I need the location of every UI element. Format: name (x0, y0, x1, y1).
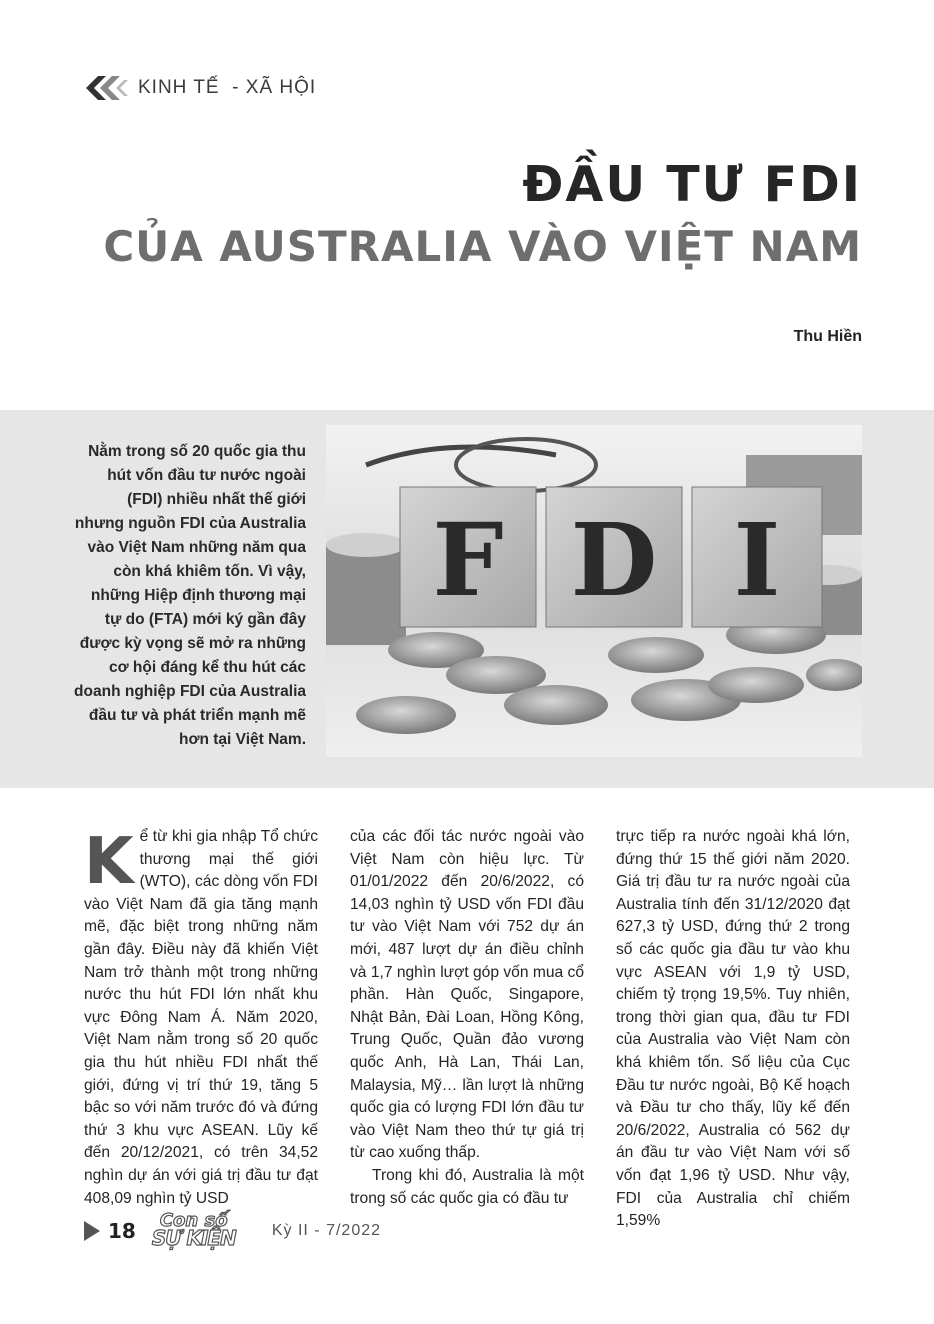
logo-line1: Con số (159, 1210, 228, 1231)
issue-label: Kỳ II - 7/2022 (271, 1222, 382, 1239)
magazine-logo (151, 1210, 264, 1250)
body-paragraph: ể từ khi gia nhập Tổ chức thương mại thế giới (WTO), các dòng vốn FDI vào Việt Nam đã gia tăng mạnh mẽ, đặc biệt trong những năm gần đây. Điều này đã khiến Việt Nam trở thành một trong những nước thu hút FDI lớn nhất khu vực Đông Nam Á. Năm 2020, Việt Nam nằm trong số 20 quốc gia thu hút nhiều FDI nhất thế giới, đứng vị trí thứ 19, tăng 5 bậc so với năm trước đó và đứng thứ 3 khu vực ASEAN. Lũy kế đến 20/12/2021, có trên 34,52 nghìn dự án với giá trị đầu tư đạt 408,09 nghìn tỷ USD (84, 828, 318, 1207)
double-chevron-left-icon (84, 74, 128, 102)
author-name: Thu Hiền (793, 328, 862, 345)
body-column-3 (616, 826, 850, 1233)
body-paragraph: của các đối tác nước ngoài vào Việt Nam còn hiệu lực. Từ 01/01/2022 đến 20/6/2022, có 14,03 nghìn tỷ USD vốn FDI đầu tư vào Việt Nam với 752 dự án mới, 487 lượt dự án điều chỉnh và 1,7 nghìn lượt góp vốn mua cổ phần. Hàn Quốc, Singapore, Nhật Bản, Đài Loan, Hồng Kông, Trung Quốc, Quần đảo vương quốc Anh, Hà Lan, Thái Lan, Malaysia, Mỹ… lần lượt là những quốc gia có lượng FDI lớn đầu tư vào Việt Nam theo thứ tự giá trị từ cao xuống thấp. (350, 828, 584, 1162)
block-letter: F (432, 501, 504, 619)
block-letter: I (733, 501, 781, 619)
body-paragraph: trực tiếp ra nước ngoài khá lớn, đứng thứ 15 thế giới năm 2020. Giá trị đầu tư ra nước ngoài của Australia tính đến 31/12/2020 đạt 627,3 tỷ USD, đứng thứ 2 trong số các quốc gia đầu tư vào khu vực ASEAN với 1,9 tỷ USD, chiếm tỷ trọng 19,5%. Tuy nhiên, trong thời gian qua, đầu tư FDI của Australia vào Việt Nam còn khá khiêm tốn. Số liệu của Cục Đầu tư nước ngoài, Bộ Kế hoạch và Đầu tư cho thấy, lũy kế đến 20/6/2022, Australia có 562 dự án đầu tư vào Việt Nam với số vốn đạt 1,96 tỷ USD. Như vậy, FDI của Australia chỉ chiếm 1,59% (616, 828, 850, 1230)
logo-line2: SỰ KIỆN (151, 1226, 236, 1250)
block-i (692, 487, 822, 627)
section-header (84, 74, 316, 102)
page-number: 18 (108, 1219, 136, 1243)
body-column-1 (84, 826, 318, 1210)
block-f (400, 487, 536, 627)
block-d (546, 487, 682, 627)
drop-cap: K (84, 825, 134, 899)
body-paragraph: Trong khi đó, Australia là một trong số các quốc gia có đầu tư (350, 1166, 584, 1207)
page-footer (84, 1210, 382, 1250)
lead-paragraph: Nằm trong số 20 quốc gia thu hút vốn đầu tư nước ngoài (FDI) nhiều nhất thế giới nhưng nguồn FDI của Australia vào Việt Nam những năm qua còn khá khiêm tốn. Vì vậy, những Hiệp định thương mại tự do (FTA) mới ký gần đây được kỳ vọng sẽ mở ra những cơ hội đáng kể thu hút các doanh nghiệp FDI của Australia đầu tư và phát triển mạnh mẽ hơn tại Việt Nam. (74, 443, 306, 748)
block-letter: D (570, 501, 658, 619)
coin-stack-left (326, 533, 406, 645)
article-title-line1: ĐẦU TƯ FDI (522, 156, 862, 213)
body-column-2 (350, 826, 584, 1210)
fdi-blocks-photo (326, 425, 862, 757)
article-title-line2: CỦA AUSTRALIA VÀO VIỆT NAM (103, 222, 862, 271)
section-label: KINH TẾ - XÃ HỘI (138, 77, 317, 98)
triangle-right-icon (84, 1221, 100, 1241)
